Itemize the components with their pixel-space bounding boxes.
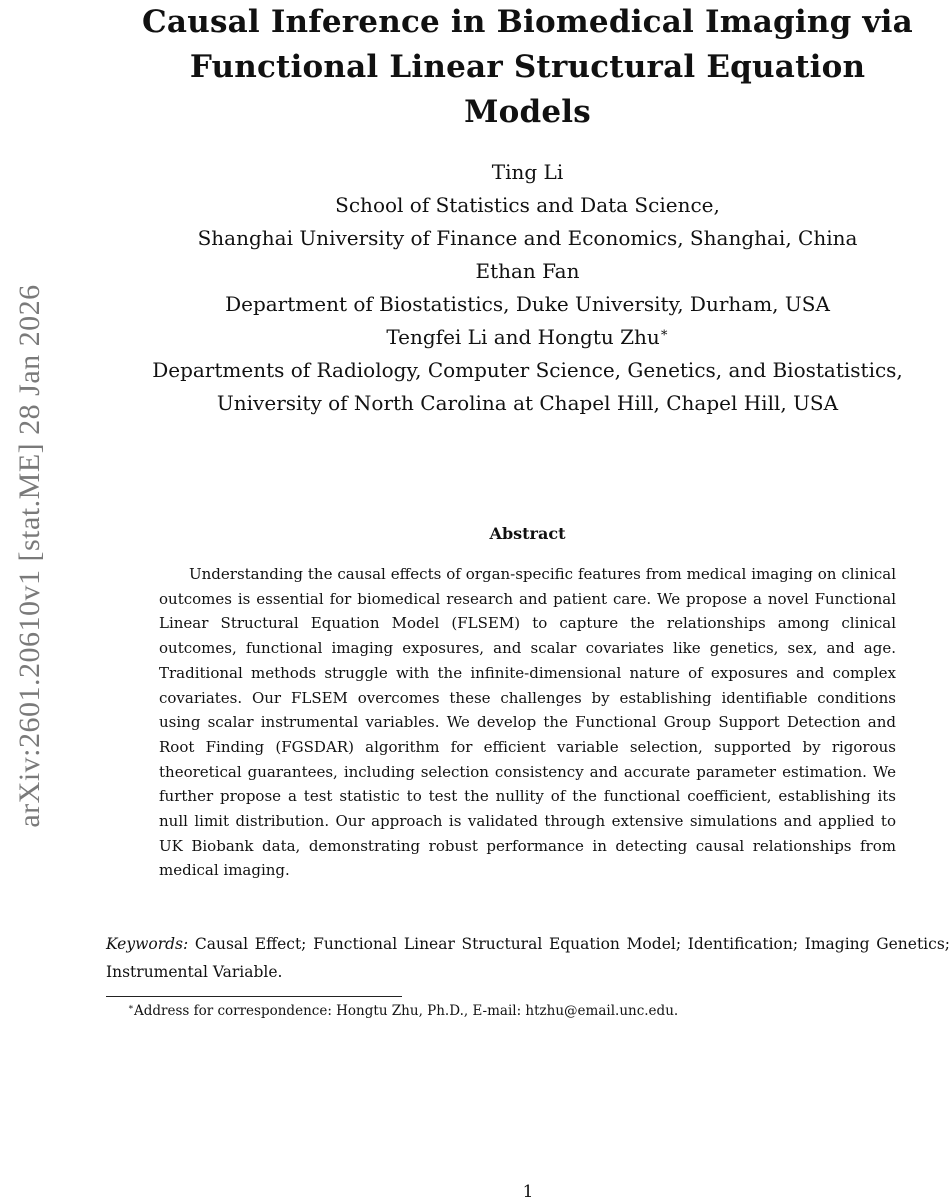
footnote xyxy=(128,1000,888,1022)
footnote-text: Address for correspondence: Hongtu Zhu, Ph.D., E-mail: htzhu@email.unc.edu. xyxy=(133,1003,679,1019)
footnote-divider xyxy=(106,996,402,997)
footnote-mark: ∗ xyxy=(128,1002,134,1013)
keywords-label: Keywords: xyxy=(106,935,189,953)
keywords-paragraph xyxy=(106,930,950,986)
author-name: Ethan Fan xyxy=(475,259,580,283)
title-line: Causal Inference in Biomedical Imaging via xyxy=(142,4,913,40)
abstract-heading: Abstract xyxy=(489,524,566,543)
author-names-text: Tengfei Li and Hongtu Zhu xyxy=(386,325,660,349)
affiliation-line: School of Statistics and Data Science, xyxy=(335,193,720,217)
title-line: Functional Linear Structural Equation xyxy=(189,49,866,85)
abstract-text: Understanding the causal effects of organ-specific features from medical imaging on clinical outcomes is essential for biomedical research and patient care. We propose a novel Functional Linear Structural Equation Model (FLSEM) to capture the relationships among clinical outcomes, functional imaging exposures, and scalar covariates like genetics, sex, and age. Traditional methods struggle with the infinite-dimensional nature of exposures and complex covariates. Our FLSEM overcomes these challenges by establishing identifiable conditions using scalar instrumental variables. We develop the Functional Group Support Detection and Root Finding (FGSDAR) algorithm for efficient variable selection, supported by rigorous theoretical guarantees, including selection consistency and accurate parameter estimation. We further propose a test statistic to test the nullity of the functional coefficient, establishing its null limit distribution. Our approach is validated through extensive simulations and applied to UK Biobank data, demonstrating robust performance in detecting causal relationships from medical imaging. xyxy=(159,565,896,880)
page-number: 1 xyxy=(522,1182,534,1202)
arxiv-side-stamp: arXiv:2601.20610v1 [stat.ME] 28 Jan 2026 xyxy=(13,284,46,828)
author-block xyxy=(100,156,950,420)
title-line: Models xyxy=(464,94,591,130)
author-name: Ting Li xyxy=(491,160,564,184)
author-name xyxy=(100,321,950,354)
paper-title xyxy=(100,0,950,135)
affiliation-line: University of North Carolina at Chapel Hill, Chapel Hill, USA xyxy=(216,391,839,415)
affiliation-line: Shanghai University of Finance and Economics, Shanghai, China xyxy=(197,226,858,250)
keywords-text: Causal Effect; Functional Linear Structural Equation Model; Identification; Imaging Genetics; Instrumental Variable. xyxy=(106,935,950,981)
affiliation-line: Departments of Radiology, Computer Science, Genetics, and Biostatistics, xyxy=(152,358,903,382)
corresponding-author-mark: ∗ xyxy=(659,325,669,341)
affiliation-line: Department of Biostatistics, Duke University, Durham, USA xyxy=(225,292,830,316)
